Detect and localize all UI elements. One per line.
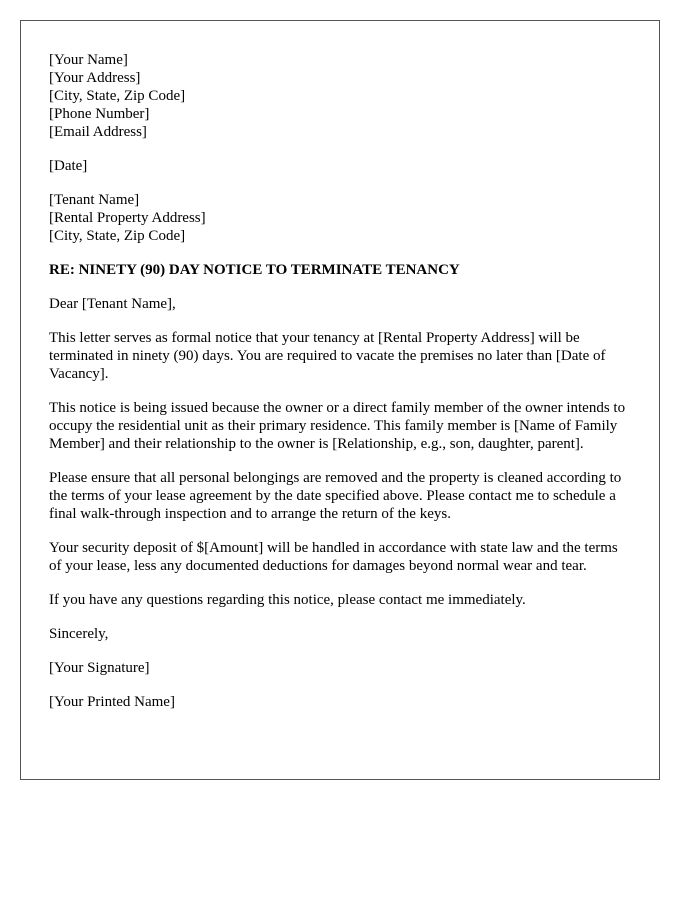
- body-paragraph-questions: If you have any questions regarding this notice, please contact me immediately.: [49, 592, 526, 608]
- recipient-city-state-zip: [City, State, Zip Code]: [49, 228, 186, 244]
- recipient-address: [Rental Property Address]: [49, 210, 206, 226]
- subject-line: RE: NINETY (90) DAY NOTICE TO TERMINATE TENANCY: [49, 262, 460, 278]
- body-paragraph-move-out: Please ensure that all personal belongings are removed and the property is cleaned according to the terms of your lease agreement by the date specified above. Please contact me to schedule a final walk-through inspection and to arrange the return of the keys.: [49, 470, 622, 522]
- recipient-block: [49, 191, 631, 245]
- sender-block: [49, 51, 631, 141]
- sender-name: [Your Name]: [49, 52, 128, 68]
- printed-name: [Your Printed Name]: [49, 694, 175, 710]
- sender-phone: [Phone Number]: [49, 106, 150, 122]
- body-paragraph-deposit: Your security deposit of $[Amount] will be handled in accordance with state law and the terms of your lease, less any documented deductions for damages beyond normal wear and tear.: [49, 540, 618, 574]
- recipient-name: [Tenant Name]: [49, 192, 140, 208]
- body-paragraph-reason: This notice is being issued because the owner or a direct family member of the owner intends to occupy the residential unit as their primary residence. This family member is [Name of Family Member] and their relationship to the owner is [Relationship, e.g., son, daughter, parent].: [49, 400, 626, 452]
- letter-page: [20, 20, 660, 780]
- signature-placeholder: [Your Signature]: [49, 660, 150, 676]
- salutation: Dear [Tenant Name],: [49, 296, 176, 312]
- closing: Sincerely,: [49, 626, 109, 642]
- letter-date: [Date]: [49, 158, 88, 174]
- sender-city-state-zip: [City, State, Zip Code]: [49, 88, 186, 104]
- sender-address: [Your Address]: [49, 70, 141, 86]
- body-paragraph-notice: This letter serves as formal notice that your tenancy at [Rental Property Address] will be terminated in ninety (90) days. You are required to vacate the premises no later than [Date of Vacancy].: [49, 330, 606, 382]
- sender-email: [Email Address]: [49, 124, 147, 140]
- date-block: [49, 157, 631, 175]
